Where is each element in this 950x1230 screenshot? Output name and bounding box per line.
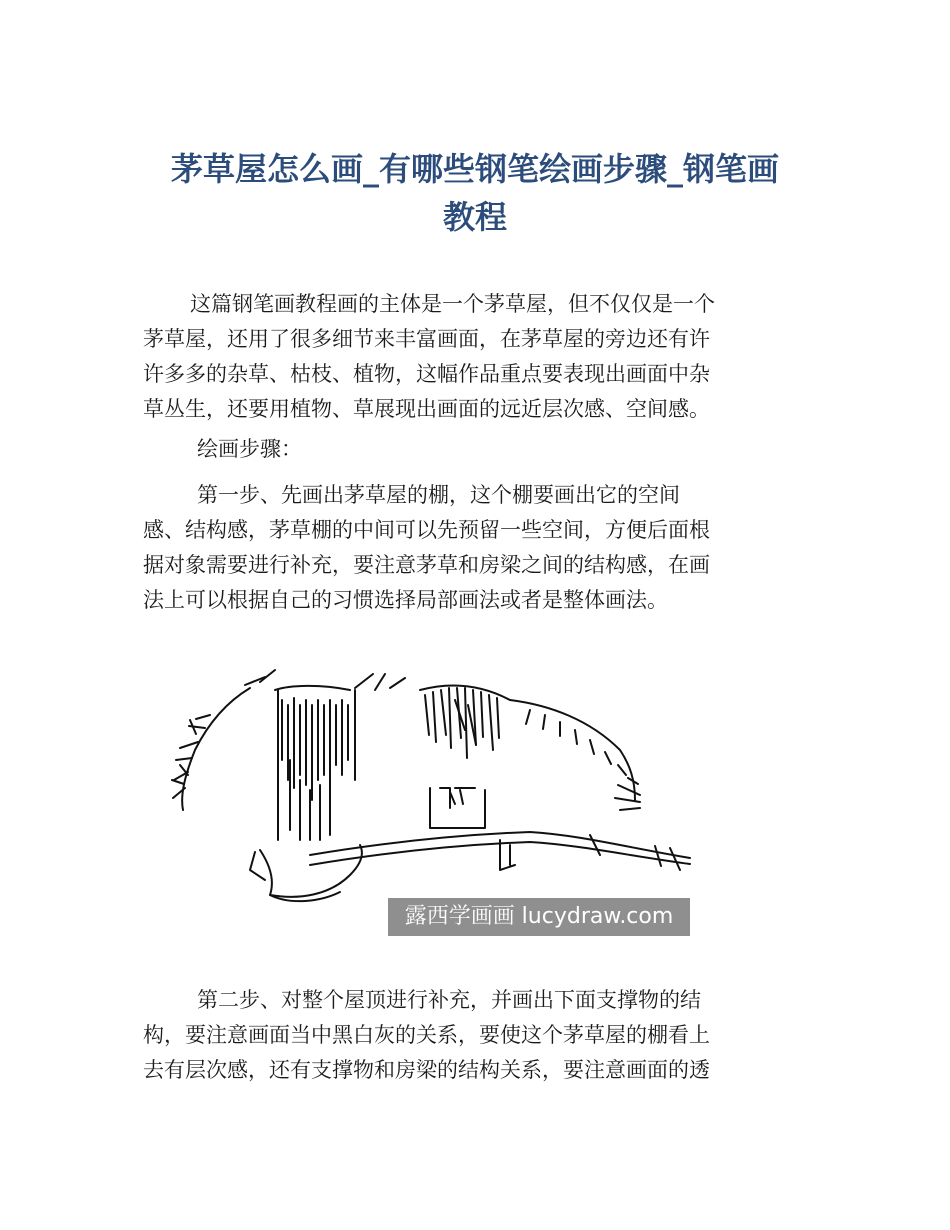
text-line: 构，要注意画面当中黑白灰的关系，要使这个茅草屋的棚看上 bbox=[143, 1023, 710, 1047]
step-1-paragraph bbox=[143, 478, 811, 618]
text-line: 第二步、对整个屋顶进行补充，并画出下面支撑物的结 bbox=[197, 988, 701, 1012]
text-line: 法上可以根据自己的习惯选择局部画法或者是整体画法。 bbox=[143, 588, 668, 612]
text-line: 去有层次感，还有支撑物和房梁的结构关系，要注意画面的透 bbox=[143, 1058, 710, 1082]
text-line: 这篇钢笔画教程画的主体是一个茅草屋，但不仅仅是一个 bbox=[190, 292, 715, 316]
text-line: 第一步、先画出茅草屋的棚，这个棚要画出它的空间 bbox=[197, 483, 680, 507]
step-2-paragraph bbox=[143, 983, 811, 1088]
text-line: 据对象需要进行补充，要注意茅草和房梁之间的结构感，在画 bbox=[143, 553, 710, 577]
text-line: 草丛生，还要用植物、草展现出画面的远近层次感、空间感。 bbox=[143, 397, 710, 421]
text-line: 绘画步骤： bbox=[197, 437, 302, 461]
article-title bbox=[0, 145, 950, 241]
intro-paragraph bbox=[143, 287, 811, 427]
watermark-label: 露西学画画 lucydraw.com bbox=[388, 898, 690, 936]
text-line: 许多多的杂草、枯枝、植物，这幅作品重点要表现出画面中杂 bbox=[143, 362, 710, 386]
text-line: 感、结构感，茅草棚的中间可以先预留一些空间，方便后面根 bbox=[143, 518, 710, 542]
steps-heading bbox=[143, 432, 811, 467]
title-line-2: 教程 bbox=[442, 198, 507, 236]
title-line-1: 茅草屋怎么画_有哪些钢笔绘画步骤_钢笔画 bbox=[170, 150, 779, 188]
text-line: 茅草屋，还用了很多细节来丰富画面，在茅草屋的旁边还有许 bbox=[143, 327, 710, 351]
